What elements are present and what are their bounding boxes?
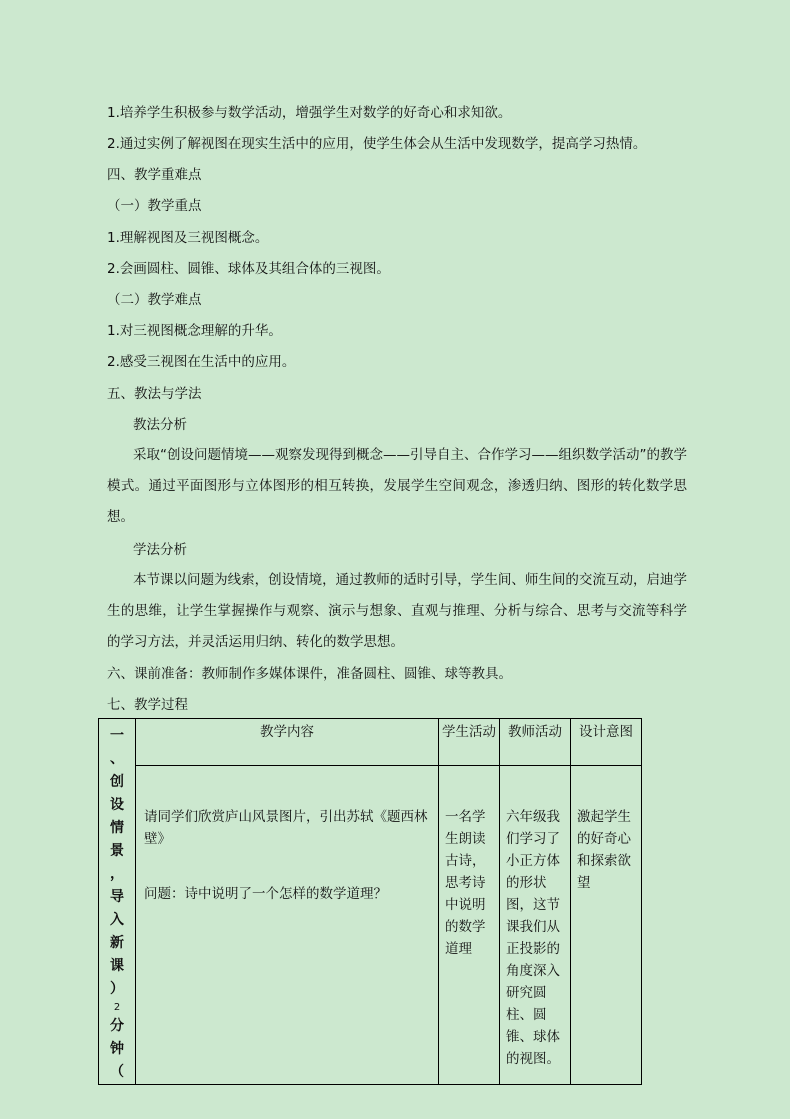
stage-char: 、 xyxy=(110,751,124,767)
stage-char: 导 xyxy=(110,889,124,905)
stage-duration-number: 2 xyxy=(113,1002,121,1013)
key-point-2: 2.会画圆柱、圆锥、球体及其组合体的三视图。 xyxy=(107,261,390,277)
learning-method-text: 本节课以问题为线索，创设情境，通过教师的适时引导，学生间、师生间的交流互动，启迪学生的思维，让学生掌握操作与观察、演示与想象、直观与推理、分析与综合、思考与交流等科学的学习方法，并灵活运用归纳、转化的数学思想。 xyxy=(107,572,687,650)
section-heading-7: 七、教学过程 xyxy=(107,697,188,713)
section-heading-4: 四、教学重难点 xyxy=(107,167,202,183)
header-content: 教学内容 xyxy=(136,719,439,766)
difficulty-2: 2.感受三视图在生活中的应用。 xyxy=(107,354,296,370)
key-point-1: 1.理解视图及三视图概念。 xyxy=(107,230,269,246)
learning-method-heading: 学法分析 xyxy=(133,542,187,558)
stage-char: ， xyxy=(110,866,124,882)
subheading-key-points: （一）教学重点 xyxy=(107,198,202,214)
teacher-activity-cell: 六年级我们学习了小正方体的形状图，这节课我们从正投影的角度深入研究圆柱、圆锥、球体的视图。 xyxy=(500,766,571,1085)
table-header-row xyxy=(99,719,642,766)
teaching-method-heading: 教法分析 xyxy=(133,417,187,433)
subheading-difficulties: （二）教学难点 xyxy=(107,292,202,308)
difficulty-1: 1.对三视图概念理解的升华。 xyxy=(107,323,282,339)
section-heading-6: 六、课前准备：教师制作多媒体课件，准备圆柱、圆锥、球等教具。 xyxy=(107,666,512,682)
stage-char: 设 xyxy=(110,797,124,813)
stage-char: 创 xyxy=(110,774,124,790)
header-intent: 设计意图 xyxy=(571,719,642,766)
stage-label xyxy=(99,719,135,1084)
stage-char: 分 xyxy=(110,1018,124,1034)
stage-char: 景 xyxy=(110,843,124,859)
header-student: 学生活动 xyxy=(439,719,500,766)
content-cell xyxy=(136,766,439,1085)
stage-char: 钟 xyxy=(110,1041,124,1057)
section-heading-5: 五、教法与学法 xyxy=(107,386,202,402)
header-teacher: 教师活动 xyxy=(500,719,571,766)
stage-char: 入 xyxy=(110,912,124,928)
teaching-method-text: 采取“创设问题情境——观察发现得到概念——引导自主、合作学习——组织数学活动”的教学模式。通过平面图形与立体图形的相互转换，发展学生空间观念，渗透归纳、图形的转化数学思想。 xyxy=(107,447,687,525)
stage-label-cell xyxy=(99,719,136,1085)
stage-char: ） xyxy=(110,981,124,997)
stage-char: 新 xyxy=(110,935,124,951)
table-row xyxy=(99,766,642,1085)
content-paragraph-2: 问题：诗中说明了一个怎样的数学道理？ xyxy=(144,886,387,903)
teaching-process-table xyxy=(98,718,642,1085)
goal-line-1: 1.培养学生积极参与数学活动，增强学生对数学的好奇心和求知欲。 xyxy=(107,105,512,121)
content-paragraph-1: 请同学们欣赏庐山风景图片，引出苏轼《题西林壁》 xyxy=(144,809,428,848)
stage-char: 课 xyxy=(110,958,124,974)
stage-char: 情 xyxy=(110,820,124,836)
stage-char: （ xyxy=(110,1064,124,1080)
stage-char: 一 xyxy=(110,728,124,744)
student-activity-cell: 一名学生朗读古诗，思考诗中说明的数学道理 xyxy=(439,766,500,1085)
design-intent-cell: 激起学生的好奇心和探索欲望 xyxy=(571,766,642,1085)
goal-line-2: 2.通过实例了解视图在现实生活中的应用，使学生体会从生活中发现数学，提高学习热情。 xyxy=(107,136,647,152)
